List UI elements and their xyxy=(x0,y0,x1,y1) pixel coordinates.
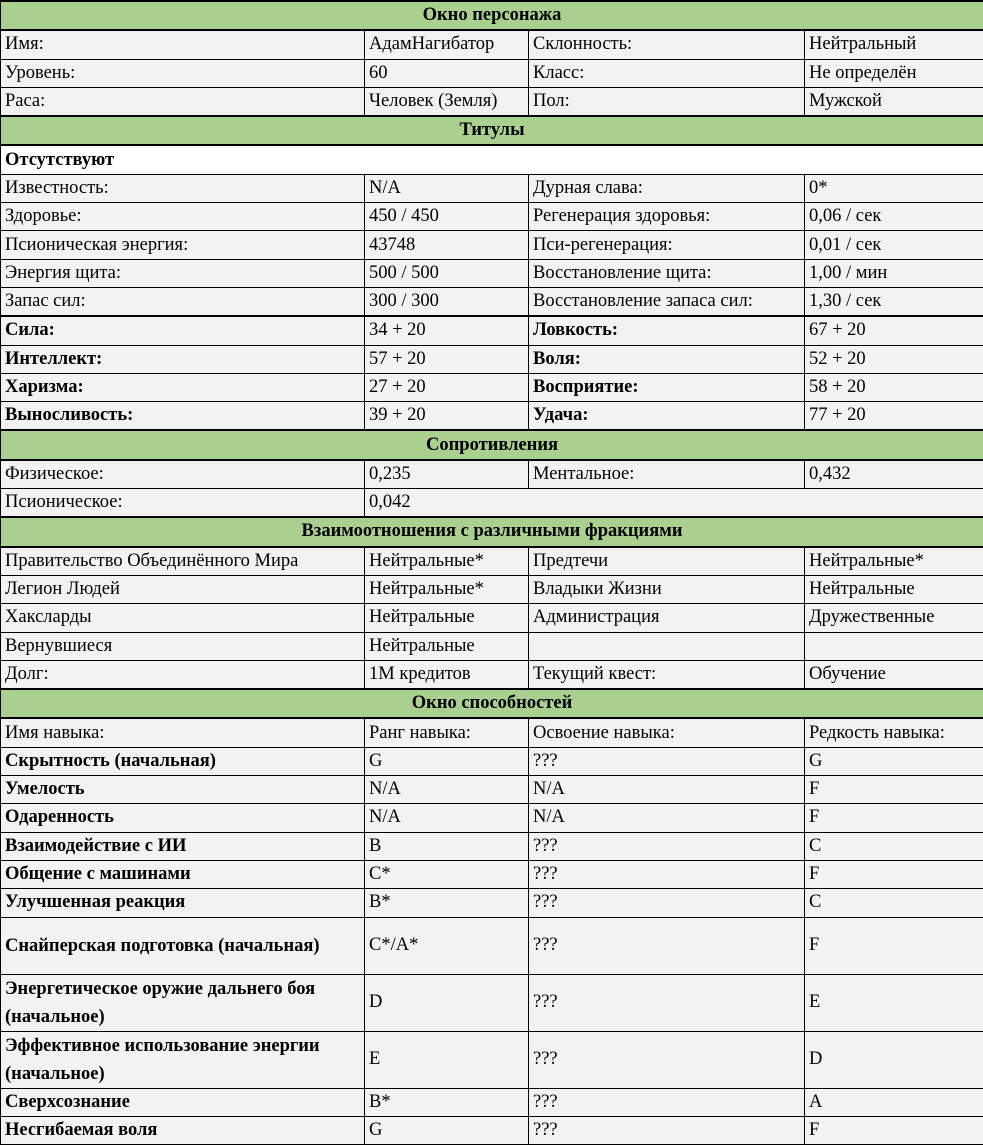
faction-row xyxy=(1,604,983,632)
skill-name: Умелость xyxy=(1,776,365,804)
skill-mastery: ??? xyxy=(529,1031,805,1088)
attribute-label: Воля: xyxy=(529,345,805,373)
faction-name: Предтечи xyxy=(529,547,805,576)
cell-value: N/A xyxy=(365,174,529,202)
skill-mastery: ??? xyxy=(529,860,805,888)
faction-name: Администрация xyxy=(529,604,805,632)
skill-name: Общение с машинами xyxy=(1,860,365,888)
vitals-row xyxy=(1,203,983,231)
skill-mastery: ??? xyxy=(529,974,805,1031)
attribute-label: Харизма: xyxy=(1,373,365,401)
skill-name: Скрытность (начальная) xyxy=(1,747,365,775)
skill-name: Взаимодействие с ИИ xyxy=(1,832,365,860)
physical-resistance-value: 0,235 xyxy=(365,460,529,489)
faction-name xyxy=(529,632,805,660)
vitals-row xyxy=(1,231,983,259)
cell-value: АдамНагибатор xyxy=(365,30,529,59)
faction-name: Хаксларды xyxy=(1,604,365,632)
faction-name: Вернувшиеся xyxy=(1,632,365,660)
faction-name: Владыки Жизни xyxy=(529,575,805,603)
attribute-label: Интеллект: xyxy=(1,345,365,373)
vitals-row xyxy=(1,174,983,202)
cell-key: Уровень: xyxy=(1,59,365,87)
section-header-row xyxy=(1,116,983,145)
skill-name: Улучшенная реакция xyxy=(1,889,365,917)
cell-value: 0,06 / сек xyxy=(805,203,983,231)
faction-name: Правительство Объединённого Мира xyxy=(1,547,365,576)
skill-rank: B* xyxy=(365,889,529,917)
cell-value: 500 / 500 xyxy=(365,259,529,287)
cell-value: 43748 xyxy=(365,231,529,259)
character-row xyxy=(1,59,983,87)
physical-resistance-label: Физическое: xyxy=(1,460,365,489)
skill-row xyxy=(1,917,983,974)
skill-rarity: C xyxy=(805,832,983,860)
attribute-label: Восприятие: xyxy=(529,373,805,401)
faction-relation: Дружественные xyxy=(805,604,983,632)
mental-resistance-value: 0,432 xyxy=(805,460,983,489)
attribute-value: 34 + 20 xyxy=(365,316,529,345)
attribute-label: Ловкость: xyxy=(529,316,805,345)
faction-row xyxy=(1,575,983,603)
character-row xyxy=(1,30,983,59)
cell-value: 300 / 300 xyxy=(365,287,529,316)
skill-name: Снайперская подготовка (начальная) xyxy=(1,917,365,974)
skill-rarity: E xyxy=(805,974,983,1031)
section-header-row xyxy=(1,689,983,718)
skill-rank: N/A xyxy=(365,776,529,804)
skill-rank: G xyxy=(365,1116,529,1144)
cell-key: Класс: xyxy=(529,59,805,87)
cell-value: Человек (Земля) xyxy=(365,87,529,116)
cell-value: Мужской xyxy=(805,87,983,116)
attribute-value: 52 + 20 xyxy=(805,345,983,373)
skill-rank: D xyxy=(365,974,529,1031)
cell-value: 450 / 450 xyxy=(365,203,529,231)
skill-mastery: ??? xyxy=(529,747,805,775)
debt-label: Долг: xyxy=(1,660,365,689)
skill-name: Несгибаемая воля xyxy=(1,1116,365,1144)
cell-key: Дурная слава: xyxy=(529,174,805,202)
skill-row xyxy=(1,1088,983,1116)
skills-header-row xyxy=(1,718,983,747)
attribute-row xyxy=(1,316,983,345)
vitals-row xyxy=(1,287,983,316)
titles-row xyxy=(1,145,983,174)
skill-rarity: F xyxy=(805,860,983,888)
faction-relation: Нейтральные xyxy=(365,632,529,660)
faction-relation: Нейтральные* xyxy=(365,547,529,576)
cell-key: Псионическая энергия: xyxy=(1,231,365,259)
quest-label: Текущий квест: xyxy=(529,660,805,689)
skill-mastery: ??? xyxy=(529,889,805,917)
skill-rarity: A xyxy=(805,1088,983,1116)
faction-row xyxy=(1,660,983,689)
vitals-row xyxy=(1,259,983,287)
attribute-value: 77 + 20 xyxy=(805,402,983,431)
attribute-value: 67 + 20 xyxy=(805,316,983,345)
skill-mastery: N/A xyxy=(529,804,805,832)
skill-mastery: ??? xyxy=(529,917,805,974)
attribute-row xyxy=(1,373,983,401)
skill-rarity: F xyxy=(805,804,983,832)
cell-key: Известность: xyxy=(1,174,365,202)
skill-rank: N/A xyxy=(365,804,529,832)
cell-key: Восстановление запаса сил: xyxy=(529,287,805,316)
cell-value: 0* xyxy=(805,174,983,202)
skill-rarity: F xyxy=(805,1116,983,1144)
character-row xyxy=(1,87,983,116)
skill-rank: C*/A* xyxy=(365,917,529,974)
skill-row xyxy=(1,747,983,775)
faction-relation: Нейтральные xyxy=(365,604,529,632)
attribute-value: 57 + 20 xyxy=(365,345,529,373)
resistance-row xyxy=(1,489,983,518)
cell-value: 1,00 / мин xyxy=(805,259,983,287)
section-title-resistances: Сопротивления xyxy=(1,430,983,459)
skill-name: Энергетическое оружие дальнего боя (начальное) xyxy=(1,974,365,1031)
debt-value: 1М кредитов xyxy=(365,660,529,689)
section-title-abilities: Окно способностей xyxy=(1,689,983,718)
cell-key: Склонность: xyxy=(529,30,805,59)
cell-key: Запас сил: xyxy=(1,287,365,316)
cell-key: Раса: xyxy=(1,87,365,116)
skill-rarity: F xyxy=(805,776,983,804)
skill-row xyxy=(1,804,983,832)
faction-name: Легион Людей xyxy=(1,575,365,603)
skill-rarity: G xyxy=(805,747,983,775)
skill-rarity: C xyxy=(805,889,983,917)
attribute-row xyxy=(1,345,983,373)
attribute-row xyxy=(1,402,983,431)
column-header-skill-name: Имя навыка: xyxy=(1,718,365,747)
faction-row xyxy=(1,632,983,660)
faction-relation xyxy=(805,632,983,660)
section-header-row xyxy=(1,430,983,459)
skill-row xyxy=(1,889,983,917)
faction-relation: Нейтральные xyxy=(805,575,983,603)
skill-rarity: D xyxy=(805,1031,983,1088)
skill-mastery: N/A xyxy=(529,776,805,804)
column-header-skill-rank: Ранг навыка: xyxy=(365,718,529,747)
skill-mastery: ??? xyxy=(529,1116,805,1144)
cell-value: Нейтральный xyxy=(805,30,983,59)
cell-key: Пси-регенерация: xyxy=(529,231,805,259)
cell-key: Имя: xyxy=(1,30,365,59)
skill-rank: B* xyxy=(365,1088,529,1116)
skill-name: Эффективное использование энергии (начальное) xyxy=(1,1031,365,1088)
skill-mastery: ??? xyxy=(529,1088,805,1116)
skill-name: Одаренность xyxy=(1,804,365,832)
section-title-character: Окно персонажа xyxy=(1,1,983,30)
skill-name: Сверхсознание xyxy=(1,1088,365,1116)
attribute-value: 58 + 20 xyxy=(805,373,983,401)
attribute-label: Сила: xyxy=(1,316,365,345)
cell-key: Регенерация здоровья: xyxy=(529,203,805,231)
column-header-skill-rarity: Редкость навыка: xyxy=(805,718,983,747)
attribute-value: 39 + 20 xyxy=(365,402,529,431)
psionic-resistance-label: Псионическое: xyxy=(1,489,365,518)
section-header-row xyxy=(1,1,983,30)
faction-relation: Нейтральные* xyxy=(365,575,529,603)
skill-rarity: F xyxy=(805,917,983,974)
skill-row xyxy=(1,1116,983,1144)
section-header-row xyxy=(1,517,983,546)
attribute-label: Выносливость: xyxy=(1,402,365,431)
cell-value: Не определён xyxy=(805,59,983,87)
attribute-label: Удача: xyxy=(529,402,805,431)
titles-value: Отсутствуют xyxy=(1,145,983,174)
mental-resistance-label: Ментальное: xyxy=(529,460,805,489)
skill-rank: B xyxy=(365,832,529,860)
attribute-value: 27 + 20 xyxy=(365,373,529,401)
cell-key: Пол: xyxy=(529,87,805,116)
skill-mastery: ??? xyxy=(529,832,805,860)
skill-row xyxy=(1,1031,983,1088)
cell-value: 0,01 / сек xyxy=(805,231,983,259)
cell-key: Энергия щита: xyxy=(1,259,365,287)
section-title-factions: Взаимоотношения с различными фракциями xyxy=(1,517,983,546)
skill-row xyxy=(1,974,983,1031)
skill-rank: C* xyxy=(365,860,529,888)
section-title-titles: Титулы xyxy=(1,116,983,145)
cell-key: Здоровье: xyxy=(1,203,365,231)
cell-value: 60 xyxy=(365,59,529,87)
skill-row xyxy=(1,776,983,804)
cell-key: Восстановление щита: xyxy=(529,259,805,287)
cell-value: 1,30 / сек xyxy=(805,287,983,316)
column-header-skill-mastery: Освоение навыка: xyxy=(529,718,805,747)
faction-relation: Нейтральные* xyxy=(805,547,983,576)
skill-row xyxy=(1,832,983,860)
skill-rank: G xyxy=(365,747,529,775)
psionic-resistance-value: 0,042 xyxy=(365,489,983,518)
skill-rank: E xyxy=(365,1031,529,1088)
resistance-row xyxy=(1,460,983,489)
quest-value: Обучение xyxy=(805,660,983,689)
skill-row xyxy=(1,860,983,888)
faction-row xyxy=(1,547,983,576)
